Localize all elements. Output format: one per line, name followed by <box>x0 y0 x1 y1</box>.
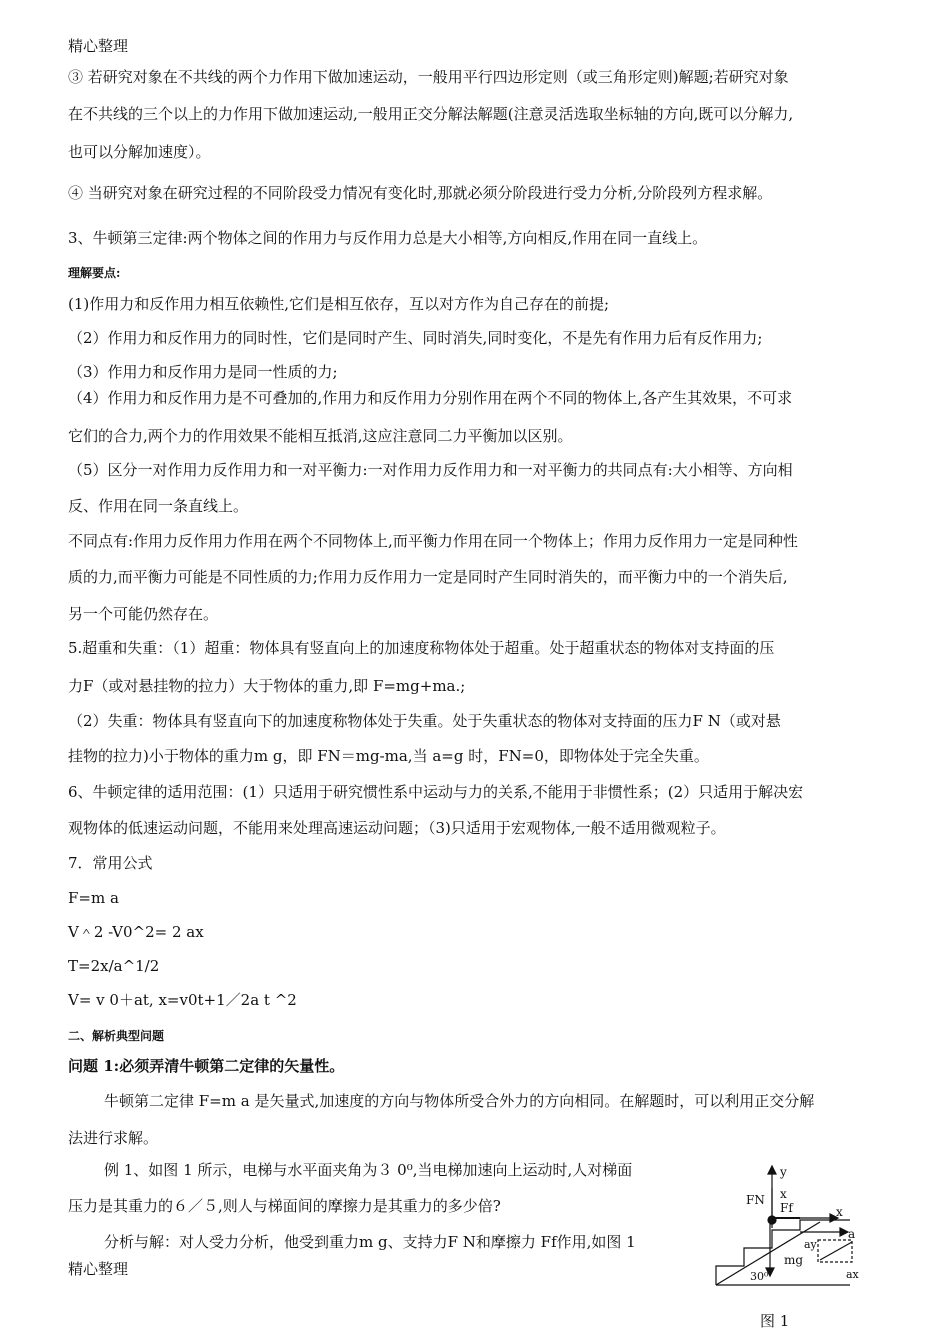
text-line: 5.超重和失重：（1）超重：物体具有竖直向上的加速度称物体处于超重。处于超重状态的物体对支持面的压 <box>68 639 775 657</box>
text-line: (1)作用力和反作用力相互依赖性,它们是相互依存，互以对方作为自己存在的前提; <box>68 295 610 313</box>
text-line: ④ 当研究对象在研究过程的不同阶段受力情况有变化时,那就必须分阶段进行受力分析,分阶段列方程求解。 <box>68 184 773 202</box>
fig-label-fn: FN <box>746 1193 765 1207</box>
text-line: 质的力,而平衡力可能是不同性质的力;作用力反作用力一定是同时产生同时消失的，而平衡力中的一个消失后, <box>68 568 788 586</box>
text-line: （4）作用力和反作用力是不可叠加的,作用力和反作用力分别作用在两个不同的物体上,各产生其效果，不可求 <box>68 389 793 407</box>
text-line: 力F（或对悬挂物的拉力）大于物体的重力,即 F=mg+ma.; <box>68 677 466 695</box>
fig-label-ax: ax <box>846 1268 859 1281</box>
text-line: （3）作用力和反作用力是同一性质的力; <box>68 363 338 381</box>
figure-escalator-diagram <box>700 1160 880 1330</box>
text-line: 它们的合力,两个力的作用效果不能相互抵消,这应注意同二力平衡加以区别。 <box>68 427 573 445</box>
text-line: 不同点有:作用力反作用力作用在两个不同物体上,而平衡力作用在同一个物体上；作用力反作用力一定是同种性 <box>68 532 798 550</box>
text-line: 也可以分解加速度）。 <box>68 143 211 161</box>
text-line: 分析与解：对人受力分析，他受到重力m g、支持力F N和摩擦力 Ff作用,如图 1 <box>104 1233 636 1251</box>
escalator-steps <box>716 1220 850 1285</box>
section-heading: 二、解析典型问题 <box>68 1029 165 1043</box>
fig-label-angle: 30⁰ <box>750 1270 769 1283</box>
formula-line: T=2x/a^1/2 <box>68 957 160 975</box>
text-line: （2）失重：物体具有竖直向下的加速度称物体处于失重。处于失重状态的物体对支持面的压力F N（或对悬 <box>68 712 781 730</box>
text-line: （2）作用力和反作用力的同时性，它们是同时产生、同时消失,同时变化，不是先有作用力后有反作用力; <box>68 329 763 347</box>
text-line: 7．常用公式 <box>68 854 153 872</box>
text-line: 牛顿第二定律 F=m a 是矢量式,加速度的方向与物体所受合外力的方向相同。在解题时，可以利用正交分解 <box>104 1092 815 1110</box>
text-line: 反、作用在同一条直线上。 <box>68 497 249 515</box>
subheading: 理解要点: <box>68 266 121 280</box>
problem-title: 问题 1:必须弄清牛顿第二定律的矢量性。 <box>68 1057 345 1075</box>
text-line: 例 1、如图 1 所示，电梯与水平面夹角为３ 0⁰,当电梯加速向上运动时,人对梯面 <box>104 1161 633 1179</box>
text-line: （5）区分一对作用力反作用力和一对平衡力:一对作用力反作用力和一对平衡力的共同点有:大小相等、方向相 <box>68 461 793 479</box>
formula-line: F=m a <box>68 889 119 907</box>
page-header: 精心整理 <box>68 37 129 55</box>
text-line: 6、牛顿定律的适用范围：(1）只适用于研究惯性系中运动与力的关系,不能用于非惯性系；(2）只适用于解决宏 <box>68 783 804 801</box>
fig-label-y: y <box>780 1165 787 1179</box>
text-line: 在不共线的三个以上的力作用下做加速运动,一般用正交分解法解题(注意灵活选取坐标轴的方向,既可以分解力, <box>68 105 794 123</box>
fig-label-mg: mg <box>784 1253 804 1267</box>
section-heading: 3、牛顿第三定律:两个物体之间的作用力与反作用力总是大小相等,方向相反,作用在同一直线上。 <box>68 229 708 247</box>
fig-label-x-top: x <box>780 1187 787 1201</box>
fig-label-a: a <box>848 1227 856 1241</box>
fig-label-ay: ay <box>804 1238 817 1251</box>
page-footer: 精心整理 <box>68 1260 129 1278</box>
fig-label-ff: Ff <box>780 1201 793 1215</box>
text-line: 压力是其重力的６／５,则人与梯面间的摩擦力是其重力的多少倍? <box>68 1197 501 1215</box>
text-line: ③ 若研究对象在不共线的两个力作用下做加速运动，一般用平行四边形定则（或三角形定则)解题;若研究对象 <box>68 68 789 86</box>
text-line: 观物体的低速运动问题，不能用来处理高速运动问题；（3)只适用于宏观物体,一般不适用微观粒子。 <box>68 819 726 837</box>
formula-line: V＾2 -V0^2= 2 ax <box>68 923 204 941</box>
text-line: 挂物的拉力)小于物体的重力m g，即 FN＝mg-ma,当 a=g 时，FN=0，即物体处于完全失重。 <box>68 747 709 765</box>
text-line: 法进行求解。 <box>68 1129 159 1147</box>
text-line: 另一个可能仍然存在。 <box>68 605 219 623</box>
formula-line: V= v 0＋at, x=v0t+1／2a t ^2 <box>68 991 297 1009</box>
fig-label-x-right: x <box>836 1205 843 1219</box>
figure-caption: 图 1 <box>760 1312 790 1330</box>
